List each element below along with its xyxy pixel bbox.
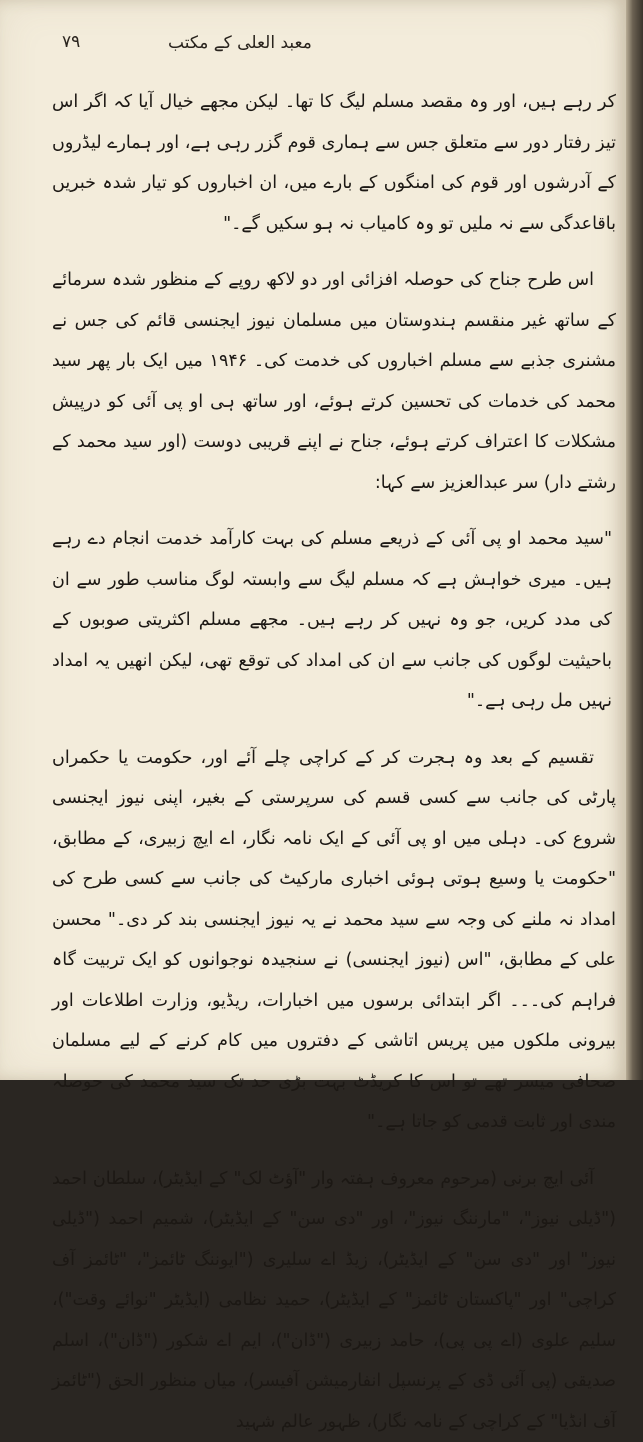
paragraph-1: کر رہے ہیں، اور وہ مقصد مسلم لیگ کا تھا۔ لیکن مجھے خیال آیا کہ اگر اس تیز رفتار دور سے متعلق جس سے ہماری قوم گزر رہی ہے، اور ہمارے لیڈروں کے آدرشوں اور قوم کی امنگوں کے بارے میں، ان اخباروں کو تیار شدہ خبریں باقاعدگی سے نہ ملیں تو وہ کامیاب نہ ہو سکیں گے۔" [52,82,616,244]
running-title: معبد العلی کے مکتب [168,32,312,53]
paragraph-3: تقسیم کے بعد وہ ہجرت کر کے کراچی چلے آئے اور، حکومت یا حکمراں پارٹی کی جانب سے کسی قسم کی سرپرستی کے بغیر، اپنی نیوز ایجنسی شروع کی۔ دہلی میں او پی آئی کے ایک نامہ نگار، اے ایچ زبیری، کے مطابق، "حکومت یا وسیع ہوتی ہوئی اخباری مارکیٹ کی جانب سے کسی طرح کی امداد نہ ملنے کی وجہ سے سید محمد نے یہ نیوز ایجنسی بند کر دی۔" محسن علی کے مطابق، "اس (نیوز ایجنسی) نے سنجیدہ نوجوانوں کو ایک تربیت گاہ فراہم کی۔۔۔ اگر ابتدائی برسوں میں اخبارات، ریڈیو، وزارت اطلاعات اور بیرونی ملکوں میں پریس اتاشی کے دفتروں میں کام کرنے کے لیے مسلمان صحافی میسر تھے تو اس کا کریڈٹ بہت بڑی حد تک سید محمد کی حوصلہ مندی اور ثابت قدمی کو جاتا ہے۔" [52,738,616,1143]
paragraph-2: اس طرح جناح کی حوصلہ افزائی اور دو لاکھ روپے کے منظور شدہ سرمائے کے ساتھ غیر منقسم ہندوستان میں مسلمان نیوز ایجنسی قائم کی جس نے مشنری جذبے سے مسلم اخباروں کی خدمت کی۔ ۱۹۴۶ میں ایک بار پھر سید محمد کی خدمات کی تحسین کرتے ہوئے، اور ساتھ ہی او پی آئی کو درپیش مشکلات کا اعتراف کرتے ہوئے، جناح نے اپنے قریبی دوست (اور سید محمد کے رشتے دار) سر عبدالعزیز سے کہا: [52,260,616,503]
body-text [52,82,616,1442]
paragraph-4: آئی ایچ برنی (مرحوم معروف ہفتہ وار "آؤٹ لک" کے ایڈیٹر)، سلطان احمد ("ڈیلی نیوز"، "مارننگ نیوز"، اور "دی سن" کے ایڈیٹر)، شمیم احمد ("ڈیلی نیوز" اور "دی سن" کے ایڈیٹر)، زیڈ اے سلیری ("ایوننگ ٹائمز"، "ٹائمز آف کراچی" اور "پاکستان ٹائمز" کے ایڈیٹر)، حمید نظامی (ایڈیٹر "نوائے وقت")، سلیم علوی (اے پی پی)، حامد زبیری ("ڈان")، ایم اے شکور ("ڈان")، اسلم صدیقی (پی آئی ڈی کے پرنسپل انفارمیشن آفیسر)، میاں منظور الحق ("ٹائمز آف انڈیا" کے کراچی کے نامہ نگار)، ظہور عالم شہید [52,1159,616,1442]
page-header [58,32,560,62]
page-number: ۷۹ [62,32,80,52]
quoted-paragraph: "سید محمد او پی آئی کے ذریعے مسلم کی بہت کارآمد خدمت انجام دے رہے ہیں۔ میری خواہش ہے کہ مسلم لیگ سے وابستہ لوگ مناسب طور سے ان کی مدد کریں، جو وہ نہیں کر رہے ہیں۔ مجھے مسلم اکثریتی صوبوں کے باحیثیت لوگوں کی جانب سے ان کی امداد کی توقع تھی، لیکن انھیں یہ امداد نہیں مل رہی ہے۔" [52,519,616,722]
book-spine-edge [626,0,643,1080]
